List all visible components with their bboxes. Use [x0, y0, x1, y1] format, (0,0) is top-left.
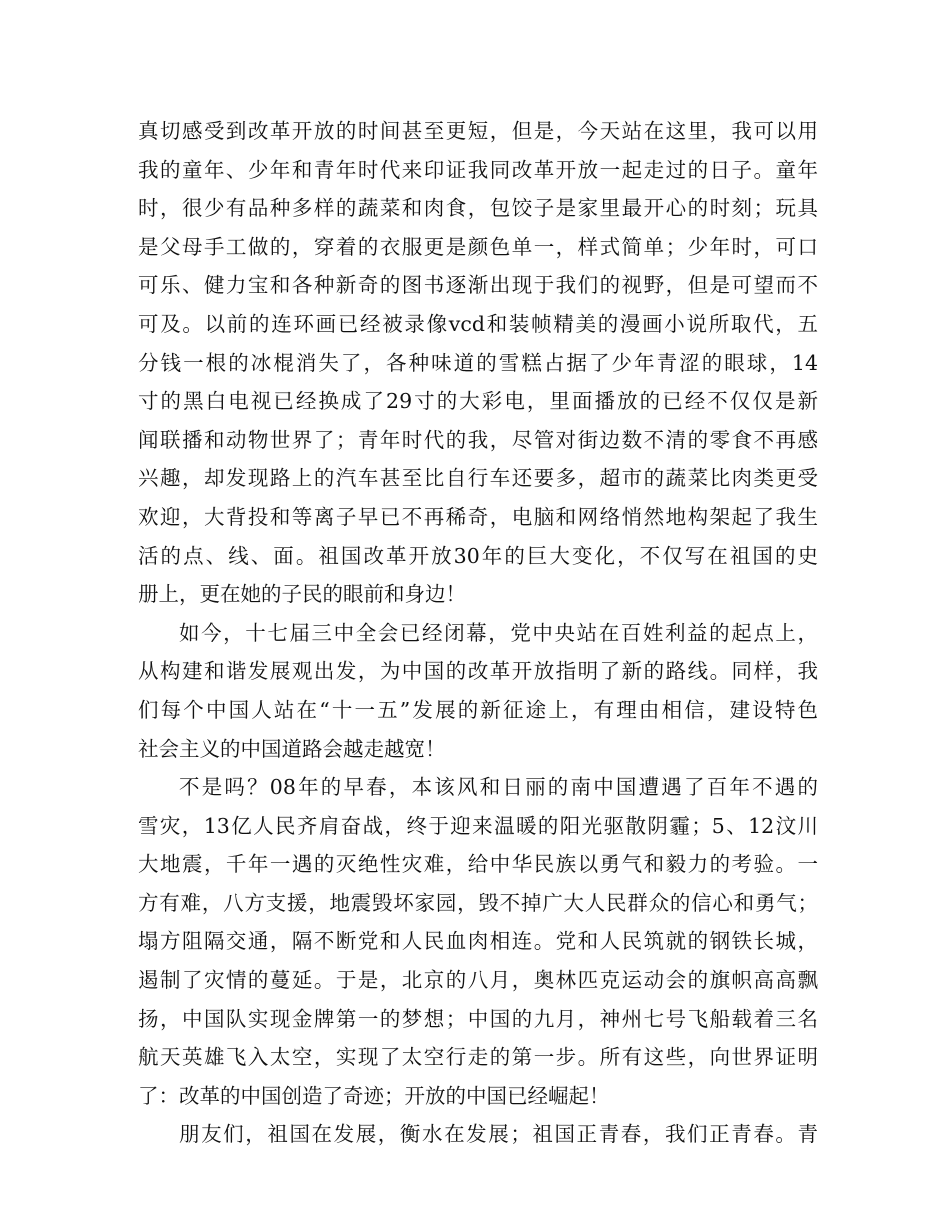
text-line: 分钱一根的冰棍消失了，各种味道的雪糕占据了少年青涩的眼球，14	[138, 350, 818, 375]
text-line: 册上，更在她的子民的眼前和身边！	[138, 582, 466, 607]
text-line: 时，很少有品种多样的蔬菜和肉食，包饺子是家里最开心的时刻；玩具	[138, 196, 818, 221]
text-line: 是父母手工做的，穿着的衣服更是颜色单一，样式简单；少年时，可口	[138, 234, 818, 259]
paragraph-start-line: 不是吗？08年的早春，本该风和日丽的南中国遭遇了百年不遇的	[179, 775, 818, 800]
paragraph-start-line: 朋友们，祖国在发展，衡水在发展；祖国正青春，我们正青春。青	[179, 1122, 818, 1147]
body-text	[138, 112, 818, 1154]
text-line: 兴趣，却发现路上的汽车甚至比自行车还要多，超市的蔬菜比肉类更受	[138, 466, 818, 491]
text-line: 航天英雄飞入太空，实现了太空行走的第一步。所有这些，向世界证明	[138, 1045, 818, 1070]
text-line: 从构建和谐发展观出发，为中国的改革开放指明了新的路线。同样，我	[138, 659, 818, 684]
text-line: 们每个中国人站在“十一五”发展的新征途上，有理由相信，建设特色	[138, 697, 818, 722]
text-line: 遏制了灾情的蔓延。于是，北京的八月，奥林匹克运动会的旗帜高高飘	[138, 968, 818, 993]
text-line: 闻联播和动物世界了；青年时代的我，尽管对街边数不清的零食不再感	[138, 427, 818, 452]
text-line: 可乐、健力宝和各种新奇的图书逐渐出现于我们的视野，但是可望而不	[138, 273, 818, 298]
text-line: 塌方阻隔交通，隔不断党和人民血肉相连。党和人民筑就的钢铁长城，	[138, 929, 818, 954]
text-line: 寸的黑白电视已经换成了29寸的大彩电，里面播放的已经不仅仅是新	[138, 389, 818, 414]
text-line: 社会主义的中国道路会越走越宽！	[138, 736, 446, 761]
text-line: 雪灾，13亿人民齐肩奋战，终于迎来温暖的阳光驱散阴霾；5、12汶川	[138, 813, 818, 838]
text-line: 大地震，千年一遇的灭绝性灾难，给中华民族以勇气和毅力的考验。一	[138, 852, 818, 877]
text-line: 了：改革的中国创造了奇迹；开放的中国已经崛起！	[138, 1083, 610, 1108]
text-line: 欢迎，大背投和等离子早已不再稀奇，电脑和网络悄然地构架起了我生	[138, 504, 818, 529]
text-line: 方有难，八方支援，地震毁坏家园，毁不掉广大人民群众的信心和勇气；	[138, 890, 818, 915]
paragraph-start-line: 如今，十七届三中全会已经闭幕，党中央站在百姓利益的起点上，	[179, 620, 818, 645]
text-line: 可及。以前的连环画已经被录像vcd和装帧精美的漫画小说所取代，五	[138, 311, 818, 336]
text-line: 扬，中国队实现金牌第一的梦想；中国的九月，神州七号飞船载着三名	[138, 1006, 818, 1031]
text-line: 我的童年、少年和青年时代来印证我同改革开放一起走过的日子。童年	[138, 157, 818, 182]
text-line: 活的点、线、面。祖国改革开放30年的巨大变化，不仅写在祖国的史	[138, 543, 818, 568]
text-line: 真切感受到改革开放的时间甚至更短，但是，今天站在这里，我可以用	[138, 119, 818, 143]
